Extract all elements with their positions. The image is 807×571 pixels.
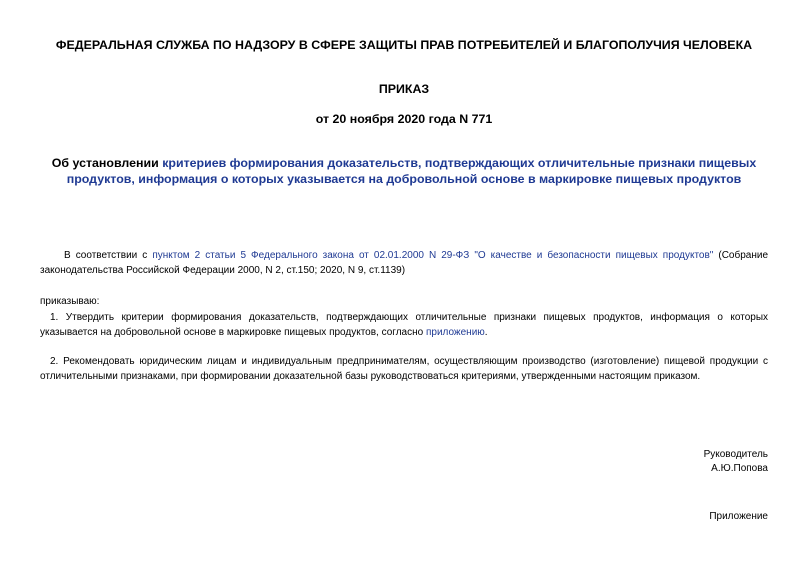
- basis-suffix: (Собрание законодательства Российской Федерации 2000, N 2, ст.150; 2020, N 9, ст.1139): [40, 250, 769, 276]
- signature-title: Руководитель: [703, 449, 768, 460]
- appendix-link[interactable]: приложению: [425, 326, 485, 338]
- subject-prefix: Об установлении: [51, 156, 163, 170]
- subject-criteria-link[interactable]: критериев формирования доказательств, подтверждающих отличительные признаки пищевых продуктов, информация о которых указывается на добровольной основе в маркировке пищевых продуктов: [66, 156, 757, 186]
- paragraph-item-1: [40, 311, 768, 340]
- paragraph-order-word: приказываю:: [40, 296, 100, 307]
- order-subject: [40, 155, 768, 187]
- federal-law-link[interactable]: пунктом 2 статьи 5 Федерального закона от 02.01.2000 N 29-ФЗ "О качестве и безопасности пищевых продуктов": [152, 250, 714, 261]
- order-date-number: от 20 ноября 2020 года N 771: [315, 112, 493, 126]
- paragraph-basis: [40, 249, 768, 278]
- basis-prefix: В соответствии с: [64, 250, 153, 261]
- item-1-text: 1. Утвердить критерии формирования доказательств, подтверждающих отличительные признаки пищевых продуктов, информация о которых указывается на добровольной основе в маркировке пищевых продуктов, согласно: [40, 312, 768, 338]
- appendix-label: Приложение: [709, 511, 768, 522]
- signature-name: А.Ю.Попова: [711, 463, 768, 474]
- agency-title: ФЕДЕРАЛЬНАЯ СЛУЖБА ПО НАДЗОРУ В СФЕРЕ ЗАЩИТЫ ПРАВ ПОТРЕБИТЕЛЕЙ И БЛАГОПОЛУЧИЯ ЧЕЛОВЕКА: [55, 38, 753, 52]
- paragraph-item-2: 2. Рекомендовать юридическим лицам и индивидуальным предпринимателям, осуществляющим производство (изготовление) пищевой продукции с отличительными признаками, при формировании доказательной базы руководствоваться критериями, утвержденными настоящим приказом.: [40, 356, 768, 382]
- order-title: ПРИКАЗ: [378, 82, 430, 96]
- item-1-end: .: [484, 326, 488, 338]
